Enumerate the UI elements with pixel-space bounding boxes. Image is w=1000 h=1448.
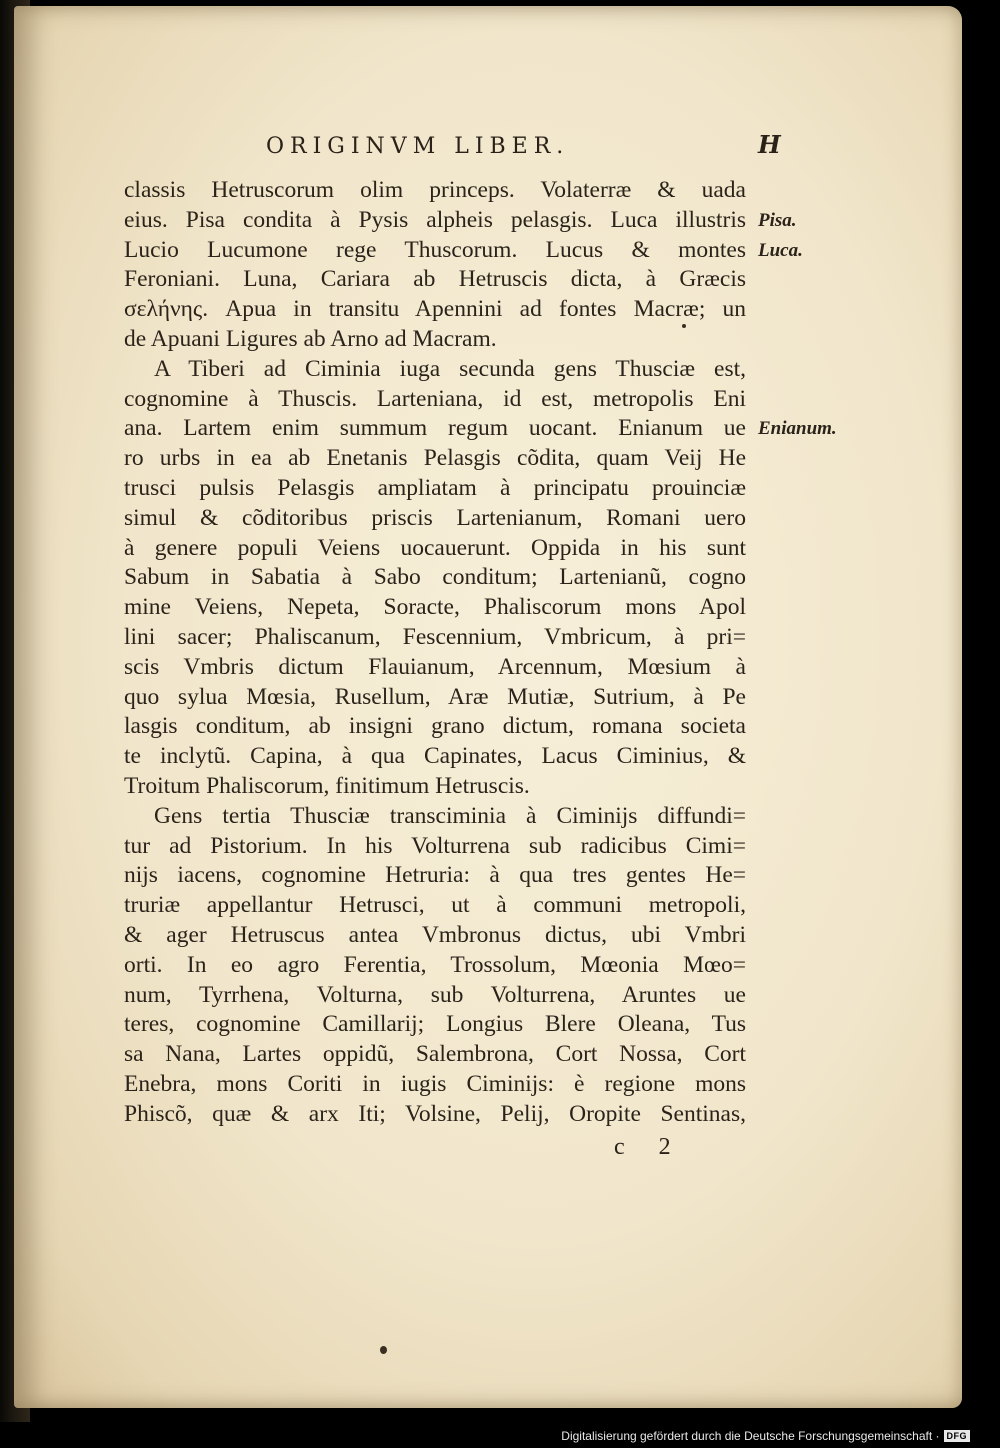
marginal-note-pisa: Pisa.	[758, 210, 797, 231]
signature-mark: c 2	[614, 1134, 685, 1160]
text-line: num, Tyrrhena, Volturna, sub Volturrena, Aruntes ue	[124, 981, 746, 1008]
text-line: Sabum in Sabatia à Sabo conditum; Lartenianũ, cogno	[124, 564, 746, 591]
text-line: truriæ appellantur Hetrusci, ut à communi metropoli,	[124, 892, 746, 919]
text-line: scis Vmbris dictum Flauianum, Arcennum, Mœsium à	[124, 653, 746, 680]
text-block	[124, 176, 746, 1130]
marginal-note-luca: Luca.	[758, 240, 803, 261]
running-head: ORIGINVM LIBER.	[266, 134, 570, 159]
dfg-logo: DFG	[944, 1430, 971, 1442]
digitization-credit	[561, 1429, 970, 1443]
text-line: ana. Lartem enim summum regum uocant. Enianum ue	[124, 415, 746, 442]
text-line: Lucio Lucumone rege Thuscorum. Lucus & montes	[124, 236, 746, 263]
ink-speck	[380, 1346, 387, 1354]
text-line: σελήνης. Apua in transitu Apennini ad fontes Macræ; un	[124, 296, 746, 323]
text-line: lini sacer; Phaliscanum, Fescennium, Vmbricum, à pri=	[124, 623, 746, 650]
text-line: trusci pulsis Pelasgis ampliatam à principatu prouinciæ	[124, 474, 746, 501]
text-line: nijs iacens, cognomine Hetruria: à qua tres gentes He=	[124, 862, 746, 889]
text-line: cognomine à Thuscis. Larteniana, id est, metropolis Eni	[124, 385, 746, 412]
text-line: à genere populi Veiens uocauerunt. Oppida in his sunt	[124, 534, 746, 561]
text-line: & ager Hetruscus antea Vmbronus dictus, ubi Vmbri	[124, 921, 746, 948]
text-line: Phiscõ, quæ & arx Iti; Volsine, Pelij, Oropite Sentinas,	[124, 1100, 746, 1127]
text-line: teres, cognomine Camillarij; Longius Blere Oleana, Tus	[124, 1011, 746, 1038]
book-page	[14, 6, 962, 1408]
text-line: lasgis conditum, ab insigni grano dictum, romana societa	[124, 713, 746, 740]
folio-mark: H	[758, 130, 781, 159]
text-line: ro urbs in ea ab Enetanis Pelasgis cõdita, quam Veij He	[124, 445, 746, 472]
text-line: A Tiberi ad Ciminia iuga secunda gens Thusciæ est,	[154, 355, 746, 382]
text-line: tur ad Pistorium. In his Volturrena sub radicibus Cimi=	[124, 832, 746, 859]
text-line: orti. In eo agro Ferentia, Trossolum, Mœonia Mœo=	[124, 951, 746, 978]
marginal-note-enianum: Enianum.	[758, 418, 837, 439]
text-line: eius. Pisa condita à Pysis alpheis pelasgis. Luca illustris	[124, 206, 746, 233]
text-line: de Apuani Ligures ab Arno ad Macram.	[124, 325, 497, 352]
ink-speck	[682, 324, 686, 328]
text-line: classis Hetruscorum olim princeps. Volaterræ & uada	[124, 177, 746, 203]
text-line: mine Veiens, Nepeta, Soracte, Phaliscorum mons Apol	[124, 594, 746, 621]
text-line: te inclytũ. Capina, à qua Capinates, Lacus Ciminius, &	[124, 743, 746, 770]
text-line: Enebra, mons Coriti in iugis Ciminijs: è regione mons	[124, 1070, 746, 1097]
text-line: sa Nana, Lartes oppidũ, Salembrona, Cort Nossa, Cort	[124, 1041, 746, 1068]
text-line: simul & cõditoribus priscis Lartenianum, Romani uero	[124, 504, 746, 531]
text-line: quo sylua Mœsia, Rusellum, Aræ Mutiæ, Sutrium, à Pe	[124, 683, 746, 710]
credit-text: Digitalisierung gefördert durch die Deutsche Forschungsgemeinschaft ·	[561, 1429, 940, 1443]
text-line: Gens tertia Thusciæ transciminia à Ciminijs diffundi=	[154, 802, 746, 829]
text-line: Troitum Phaliscorum, finitimum Hetruscis.	[124, 772, 530, 799]
text-line: Feroniani. Luna, Cariara ab Hetruscis dicta, à Græcis	[124, 266, 746, 293]
